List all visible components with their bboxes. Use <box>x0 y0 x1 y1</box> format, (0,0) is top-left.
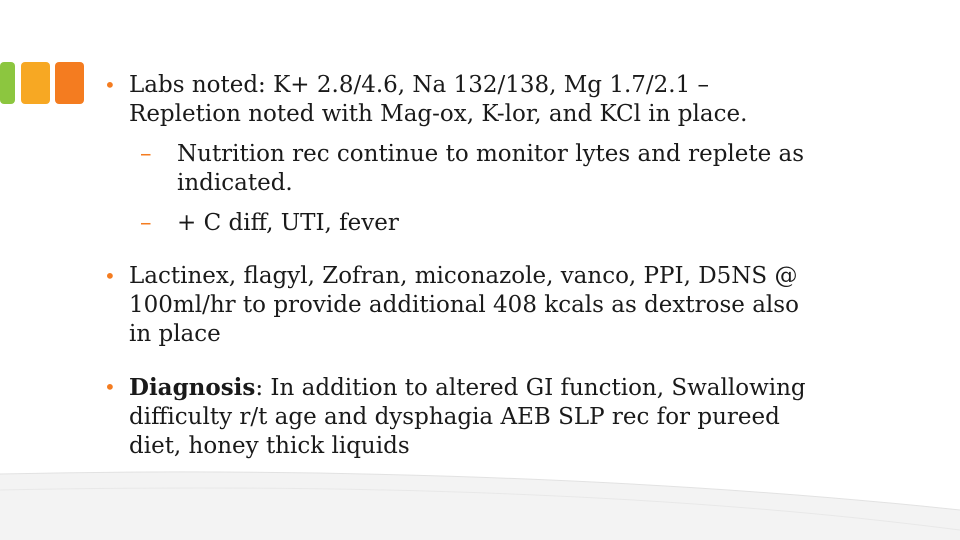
accent-bar-yellow <box>21 62 50 104</box>
bullet-text: Lactinex, flagyl, Zofran, miconazole, vanco, PPI, D5NS @ 100ml/hr to provide additional 408 kcals as dextrose also in place <box>129 263 799 347</box>
bullet-text: Labs noted: K+ 2.8/4.6, Na 132/138, Mg 1.7/2.1 – Repletion noted with Mag-ox, K-lor, and KCl in place. <box>129 72 748 127</box>
bullet-dot: • <box>104 375 116 399</box>
sub-bullet-infection <box>140 209 824 238</box>
diagnosis-label: Diagnosis <box>129 374 256 401</box>
bullet-labs <box>104 71 824 129</box>
slide-body <box>104 71 824 461</box>
sub-bullet-text: + C diff, UTI, fever <box>177 210 399 236</box>
bullet-text: : In addition to altered GI function, Swallowing difficulty r/t age and dysphagia AEB SLP rec for pureed diet, honey thick liquids <box>129 375 806 459</box>
sub-bullet-text: Nutrition rec continue to monitor lytes and replete as indicated. <box>177 141 805 196</box>
sub-bullet-dash: – <box>140 210 152 236</box>
sub-bullet-nutrition <box>140 140 824 198</box>
bullet-dot: • <box>104 73 116 97</box>
bullet-diagnosis <box>104 373 824 461</box>
decorative-swoosh <box>0 460 960 540</box>
bullet-dot: • <box>104 264 116 288</box>
accent-bar-green <box>0 62 15 104</box>
bullet-medications <box>104 262 824 349</box>
sub-bullet-dash: – <box>140 141 152 167</box>
accent-bar-orange <box>55 62 84 104</box>
